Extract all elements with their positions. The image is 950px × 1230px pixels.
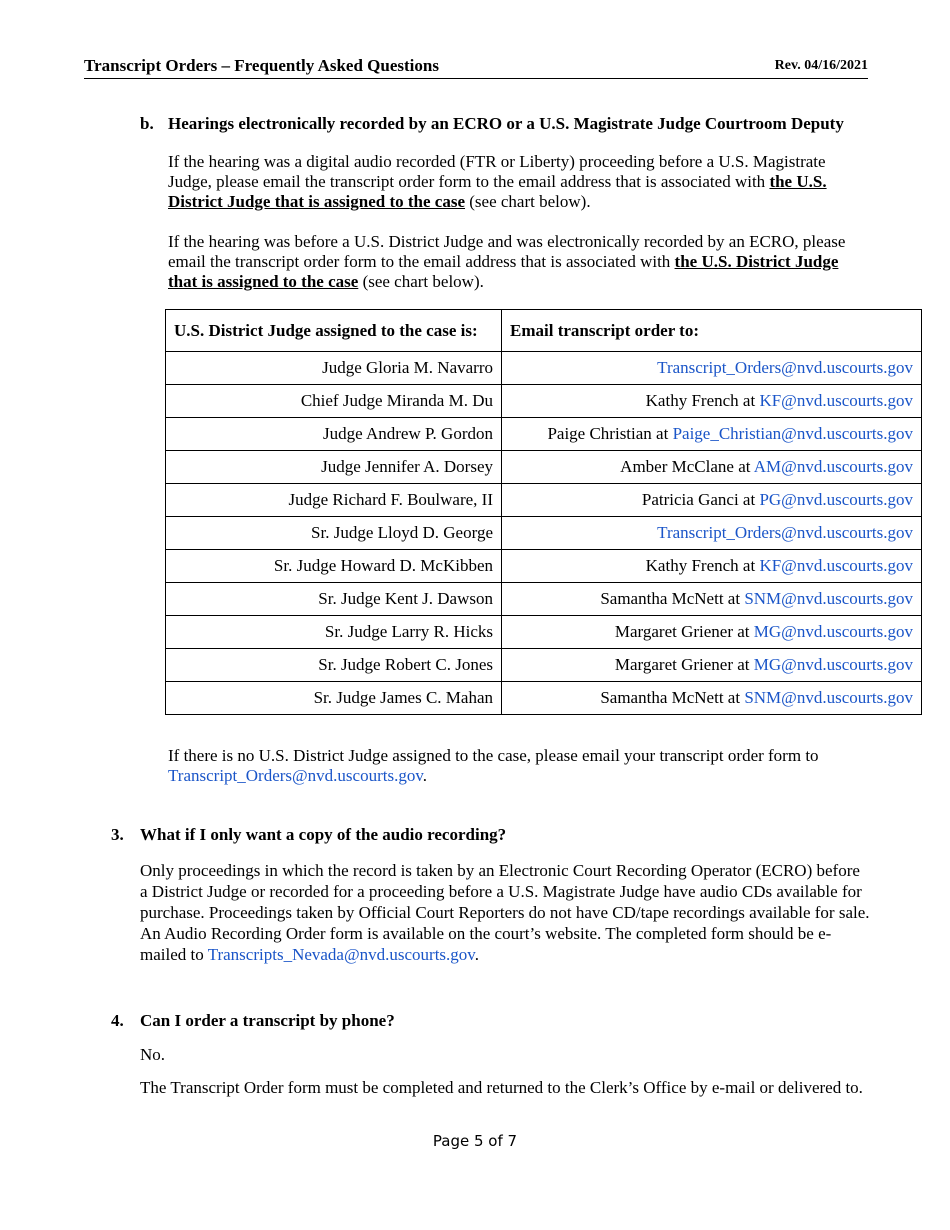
contact-name: Kathy French at [645, 556, 756, 575]
table-header-row [166, 310, 922, 352]
question-3-answer: Only proceedings in which the record is taken by an Electronic Court Recording Operator (ECRO) before a District Judge or recorded for a proceeding before a U.S. Magistrate Judge have audio CDs available for purchase. Proceedings taken by Official Court Reporters do not have CD/tape recordings available for sale. An Audio Recording Order form is available on the court’s website. The completed form should be e-mailed to Transcripts_Nevada@nvd.uscourts.gov. [140, 861, 870, 964]
section-b-marker: b. [140, 114, 154, 133]
judge-email-table [165, 309, 922, 715]
email-link[interactable]: KF@nvd.uscourts.gov [759, 391, 913, 410]
page-header [84, 54, 868, 79]
question-3-heading: What if I only want a copy of the audio recording? [140, 825, 507, 844]
email-cell [502, 616, 922, 649]
emphasis-assigned-judge: the U.S. District Judge that is assigned to the case [168, 252, 839, 291]
email-link[interactable]: SNM@nvd.uscourts.gov [744, 589, 913, 608]
question-3-number: 3. [111, 825, 124, 844]
email-link[interactable]: Paige_Christian@nvd.uscourts.gov [672, 424, 913, 443]
judge-name: Judge Richard F. Boulware, II [166, 484, 502, 517]
table-row [166, 418, 922, 451]
email-link[interactable]: Transcript_Orders@nvd.uscourts.gov [657, 523, 913, 542]
contact-name: Amber McClane at [620, 457, 751, 476]
contact-name: Samantha McNett at [600, 688, 741, 707]
email-cell [502, 682, 922, 715]
email-link[interactable]: SNM@nvd.uscourts.gov [744, 688, 913, 707]
contact-name: Patricia Ganci at [641, 490, 756, 509]
email-cell [502, 352, 922, 385]
no-judge-paragraph: If there is no U.S. District Judge assigned to the case, please email your transcript order form to Transcript_Orders@nvd.uscourts.gov. [168, 746, 819, 785]
email-cell [502, 583, 922, 616]
email-cell [502, 451, 922, 484]
email-cell [502, 649, 922, 682]
email-link[interactable]: Transcript_Orders@nvd.uscourts.gov [168, 766, 423, 785]
email-link[interactable]: Transcripts_Nevada@nvd.uscourts.gov [207, 945, 475, 964]
section-b-heading: Hearings electronically recorded by an ECRO or a U.S. Magistrate Judge Courtroom Deputy [168, 114, 844, 133]
question-4-number: 4. [111, 1011, 124, 1030]
email-cell [502, 484, 922, 517]
table-row [166, 583, 922, 616]
email-cell [502, 550, 922, 583]
table-row [166, 385, 922, 418]
question-4-answer: The Transcript Order form must be completed and returned to the Clerk’s Office by e-mail or delivered to. [140, 1078, 863, 1097]
email-link[interactable]: KF@nvd.uscourts.gov [759, 556, 913, 575]
table-row [166, 682, 922, 715]
revision-date: Rev. 04/16/2021 [774, 58, 868, 73]
judge-name: Sr. Judge Howard D. McKibben [166, 550, 502, 583]
email-link[interactable]: Transcript_Orders@nvd.uscourts.gov [657, 358, 913, 377]
contact-name: Kathy French at [645, 391, 756, 410]
email-cell [502, 418, 922, 451]
email-link[interactable]: AM@nvd.uscourts.gov [753, 457, 913, 476]
question-4-heading: Can I order a transcript by phone? [140, 1011, 395, 1030]
judge-name: Judge Andrew P. Gordon [166, 418, 502, 451]
table-row [166, 451, 922, 484]
column-header-judge: U.S. District Judge assigned to the case is: [166, 310, 502, 352]
judge-name: Sr. Judge Kent J. Dawson [166, 583, 502, 616]
table-row [166, 649, 922, 682]
contact-name: Margaret Griener at [614, 655, 750, 674]
email-link[interactable]: MG@nvd.uscourts.gov [753, 622, 913, 641]
table-row [166, 616, 922, 649]
table-row [166, 352, 922, 385]
email-cell [502, 517, 922, 550]
judge-name: Chief Judge Miranda M. Du [166, 385, 502, 418]
contact-name: Margaret Griener at [614, 622, 750, 641]
judge-name: Sr. Judge James C. Mahan [166, 682, 502, 715]
column-header-email: Email transcript order to: [502, 310, 922, 352]
table-row [166, 517, 922, 550]
judge-name: Sr. Judge Larry R. Hicks [166, 616, 502, 649]
table-row [166, 484, 922, 517]
table-row [166, 550, 922, 583]
section-b-paragraph-1: If the hearing was a digital audio recorded (FTR or Liberty) proceeding before a U.S. Magistrate Judge, please email the transcript order form to the email address that is associated with the U.S. District Judge that is assigned to the case (see chart below). [168, 152, 827, 211]
email-link[interactable]: MG@nvd.uscourts.gov [753, 655, 913, 674]
judge-name: Judge Jennifer A. Dorsey [166, 451, 502, 484]
emphasis-assigned-judge: the U.S. District Judge that is assigned to the case [168, 172, 827, 211]
page-number: Page 5 of 7 [432, 1132, 518, 1150]
question-4-answer-short: No. [140, 1045, 166, 1064]
contact-name: Paige Christian at [547, 424, 669, 443]
section-b-paragraph-2: If the hearing was before a U.S. District Judge and was electronically recorded by an ECRO, please email the transcript order form to the email address that is associated with the U.S. District Judge that is assigned to the case (see chart below). [168, 232, 846, 291]
judge-name: Sr. Judge Lloyd D. George [166, 517, 502, 550]
judge-name: Sr. Judge Robert C. Jones [166, 649, 502, 682]
email-link[interactable]: PG@nvd.uscourts.gov [759, 490, 913, 509]
contact-name: Samantha McNett at [600, 589, 741, 608]
email-cell [502, 385, 922, 418]
header-title: Transcript Orders – Frequently Asked Questions [84, 56, 439, 75]
judge-name: Judge Gloria M. Navarro [166, 352, 502, 385]
